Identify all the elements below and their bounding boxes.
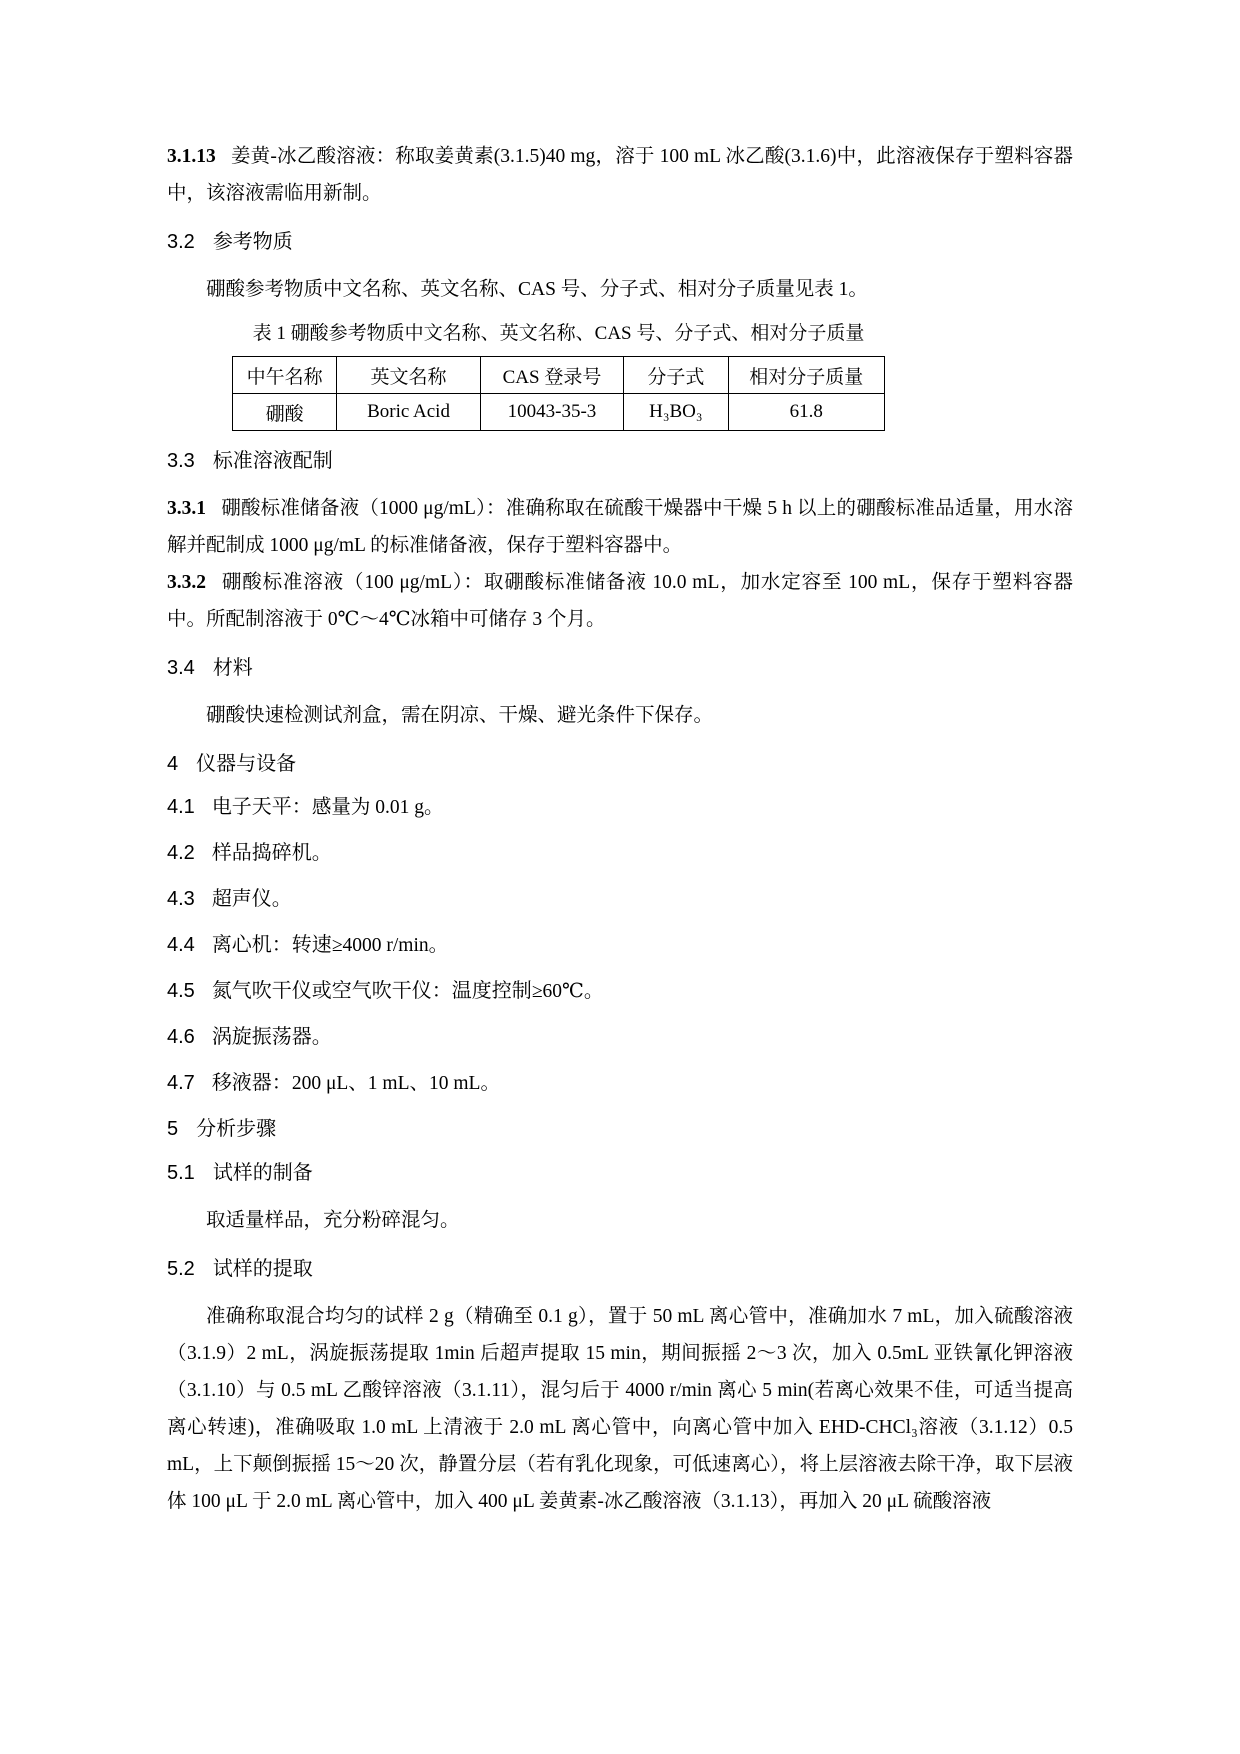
clause-3-1-13-number: 3.1.13 [167,146,216,167]
clause-4-3 [167,885,1073,914]
section-3-3-title: 标准溶液配制 [212,450,333,472]
section-3-3-number: 3.3 [167,450,195,472]
clause-4-1-label: 电子天平： [211,796,312,818]
clause-3-3-2-text: 硼酸标准溶液（100 μg/mL）：取硼酸标准储备液 10.0 mL，加水定容至 100 mL，保存于塑料容器中。所配制溶液于 0℃～4℃冰箱中可储存 3 个月。 [167,572,1073,630]
section-4-number: 4 [167,753,179,775]
section-heading-3-3 [167,447,1073,475]
clause-4-5-label: 氮气吹干仪或空气吹干仪：温度控制 [211,980,532,1002]
section-heading-5 [167,1115,1073,1143]
clause-4-5-text: ≥60℃。 [531,981,604,1002]
table-header-name-en: 英文名称 [337,357,480,394]
table-1-caption: 表 1 硼酸参考物质中文名称、英文名称、CAS 号、分子式、相对分子质量 [252,323,865,344]
clause-4-6-number: 4.6 [167,1026,195,1048]
section-4-title: 仪器与设备 [196,753,297,775]
reference-substance-table [232,356,885,431]
table-header-name-cn: 中午名称 [233,357,337,394]
clause-4-3-number: 4.3 [167,888,195,910]
section-heading-5-2 [167,1255,1073,1283]
clause-4-5-number: 4.5 [167,980,195,1002]
section-heading-3-4 [167,654,1073,682]
section-5-2-title: 试样的提取 [212,1258,313,1280]
table-cell-name-en: Boric Acid [337,394,480,431]
clause-4-7-text: 200 μL、1 mL、10 mL。 [291,1073,500,1094]
clause-4-4-number: 4.4 [167,934,195,956]
table-header-row [233,357,885,394]
section-5-number: 5 [167,1118,179,1140]
clause-4-4-label: 离心机：转速 [211,934,332,956]
clause-4-3-label: 超声仪。 [211,888,292,910]
clause-4-5 [167,977,1073,1006]
clause-4-6 [167,1023,1073,1052]
table-cell-cas: 10043-35-3 [480,394,623,431]
table-row [233,394,885,431]
paragraph-3-2: 硼酸参考物质中文名称、英文名称、CAS 号、分子式、相对分子质量见表 1。 [206,279,868,300]
section-3-4-title: 材料 [212,657,253,679]
clause-4-7-label: 移液器： [211,1072,292,1094]
clause-4-4 [167,931,1073,960]
section-heading-5-1 [167,1159,1073,1187]
section-heading-4 [167,750,1073,778]
table-header-cas: CAS 登录号 [480,357,623,394]
section-3-2-number: 3.2 [167,231,195,253]
section-5-title: 分析步骤 [196,1118,277,1140]
clause-4-1 [167,793,1073,822]
table-header-molar-mass: 相对分子质量 [728,357,885,394]
clause-4-7 [167,1069,1073,1098]
table-cell-name-cn: 硼酸 [233,394,337,431]
clause-4-7-number: 4.7 [167,1072,195,1094]
clause-4-6-label: 涡旋振荡器。 [211,1026,332,1048]
paragraph-5-1: 取适量样品，充分粉碎混匀。 [206,1210,460,1231]
clause-3-3-1 [167,490,1073,564]
section-heading-3-2 [167,228,1073,256]
table-header-formula: 分子式 [624,357,728,394]
clause-4-1-number: 4.1 [167,796,195,818]
section-3-4-number: 3.4 [167,657,195,679]
section-5-1-number: 5.1 [167,1162,195,1184]
table-1-block [232,320,885,431]
section-3-2-title: 参考物质 [212,231,293,253]
section-5-2-number: 5.2 [167,1258,195,1280]
clause-4-1-text: 感量为 0.01 g。 [311,797,444,818]
table-cell-formula: H₃BO₃ [624,394,728,431]
section-5-1-title: 试样的制备 [212,1162,313,1184]
clause-3-3-2 [167,564,1073,638]
clause-4-2-label: 样品捣碎机。 [211,842,332,864]
clause-4-2 [167,839,1073,868]
clause-3-1-13 [167,138,1073,212]
clause-4-2-number: 4.2 [167,842,195,864]
clause-3-1-13-text: 姜黄-冰乙酸溶液：称取姜黄素(3.1.5)40 mg，溶于 100 mL 冰乙酸(3.1.6)中，此溶液保存于塑料容器中，该溶液需临用新制。 [167,146,1073,204]
table-cell-molar-mass: 61.8 [728,394,885,431]
paragraph-3-4: 硼酸快速检测试剂盒，需在阴凉、干燥、避光条件下保存。 [206,705,714,726]
clause-3-3-1-text: 硼酸标准储备液（1000 μg/mL）：准确称取在硫酸干燥器中干燥 5 h 以上的硼酸标准品适量，用水溶解并配制成 1000 μg/mL 的标准储备液，保存于塑料容器中。 [167,498,1073,556]
clause-4-4-text: ≥4000 r/min。 [331,935,449,956]
paragraph-5-2: 准确称取混合均匀的试样 2 g（精确至 0.1 g），置于 50 mL 离心管中，准确加水 7 mL，加入硫酸溶液（3.1.9）2 mL，涡旋振荡提取 1min 后超声提取 15 min，期间振摇 2～3 次，加入 0.5mL 亚铁氰化钾溶液（3.1.10）与 0.5 mL 乙酸锌溶液（3.1.11），混匀后于 4000 r/min 离心 5 min(若离心效果不佳，可适当提高离心转速)，准确吸取 1.0 mL 上清液于 2.0 mL 离心管中，向离心管中加入 EHD-CHCl₃溶液（3.1.12）0.5 mL，上下颠倒振摇 15～20 次，静置分层（若有乳化现象，可低速离心），将上层溶液去除干净，取下层液体 100 μL 于 2.0 mL 离心管中，加入 400 μL 姜黄素-冰乙酸溶液（3.1.13），再加入 20 μL 硫酸溶液 [167,1306,1073,1512]
clause-3-3-2-number: 3.3.2 [167,572,206,593]
clause-3-3-1-number: 3.3.1 [167,498,206,519]
